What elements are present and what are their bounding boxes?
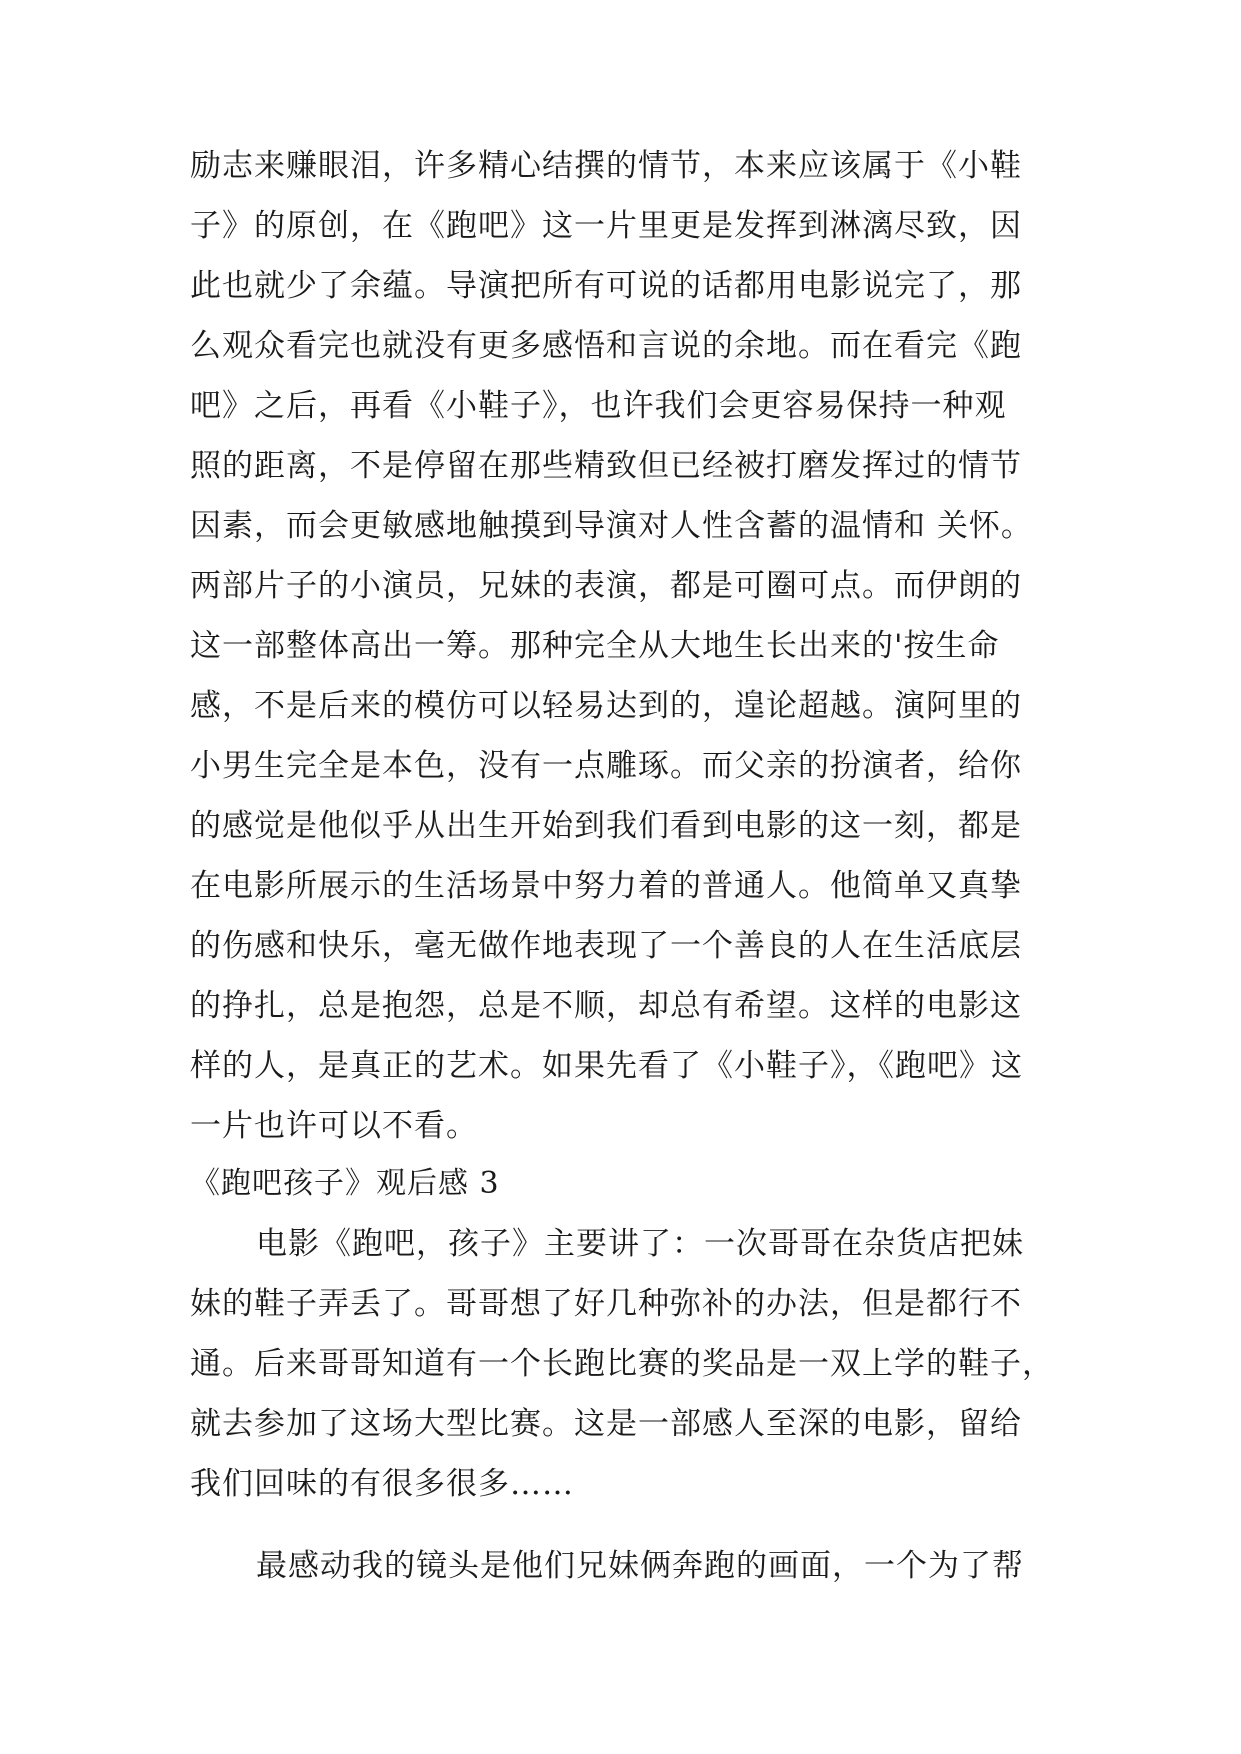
text-line: 励志来赚眼泪，许多精心结撰的情节，本来应该属于《小鞋 xyxy=(190,148,1022,184)
text-line: 样的人，是真正的艺术。如果先看了《小鞋子》，《跑吧》这 xyxy=(190,1048,1023,1084)
text-line: 通。后来哥哥知道有一个长跑比赛的奖品是一双上学的鞋子， xyxy=(190,1346,1054,1382)
text-line: 电影《跑吧，孩子》主要讲了：一次哥哥在杂货店把妹 xyxy=(256,1226,1024,1262)
text-line: 一片也许可以不看。 xyxy=(190,1108,478,1144)
text-line: 就去参加了这场大型比赛。这是一部感人至深的电影，留给 xyxy=(190,1406,1022,1442)
text-line: 此也就少了余蕴。导演把所有可说的话都用电影说完了，那 xyxy=(190,268,1022,304)
text-line: 两部片子的小演员，兄妹的表演，都是可圈可点。而伊朗的 xyxy=(190,568,1022,604)
text-line: 在电影所展示的生活场景中努力着的普通人。他简单又真挚 xyxy=(190,868,1022,904)
text-line: 因素，而会更敏感地触摸到导演对人性含蓄的温情和 关怀。 xyxy=(190,508,1033,544)
text-line: 子》的原创，在《跑吧》这一片里更是发挥到淋漓尽致，因 xyxy=(190,208,1022,244)
text-line: 这一部整体高出一筹。那种完全从大地生长出来的'按生命 xyxy=(190,628,1000,664)
text-line: 的感觉是他似乎从出生开始到我们看到电影的这一刻，都是 xyxy=(190,808,1022,844)
text-line: 我们回味的有很多很多…… xyxy=(190,1466,574,1502)
text-line: 感，不是后来的模仿可以轻易达到的，遑论超越。演阿里的 xyxy=(190,688,1022,724)
text-line: 么观众看完也就没有更多感悟和言说的余地。而在看完《跑 xyxy=(190,328,1022,364)
text-line: 最感动我的镜头是他们兄妹俩奔跑的画面，一个为了帮 xyxy=(256,1548,1024,1584)
section-heading: 《跑吧孩子》观后感 3 xyxy=(190,1166,500,1201)
text-line: 的伤感和快乐，毫无做作地表现了一个善良的人在生活底层 xyxy=(190,928,1022,964)
text-line: 的挣扎，总是抱怨，总是不顺，却总有希望。这样的电影这 xyxy=(190,988,1022,1024)
text-line: 妹的鞋子弄丢了。哥哥想了好几种弥补的办法，但是都行不 xyxy=(190,1286,1022,1322)
text-line: 吧》之后，再看《小鞋子》，也许我们会更容易保持一种观 xyxy=(190,388,1007,424)
text-line: 照的距离，不是停留在那些精致但已经被打磨发挥过的情节 xyxy=(190,448,1022,484)
text-line: 小男生完全是本色，没有一点雕琢。而父亲的扮演者，给你 xyxy=(190,748,1022,784)
